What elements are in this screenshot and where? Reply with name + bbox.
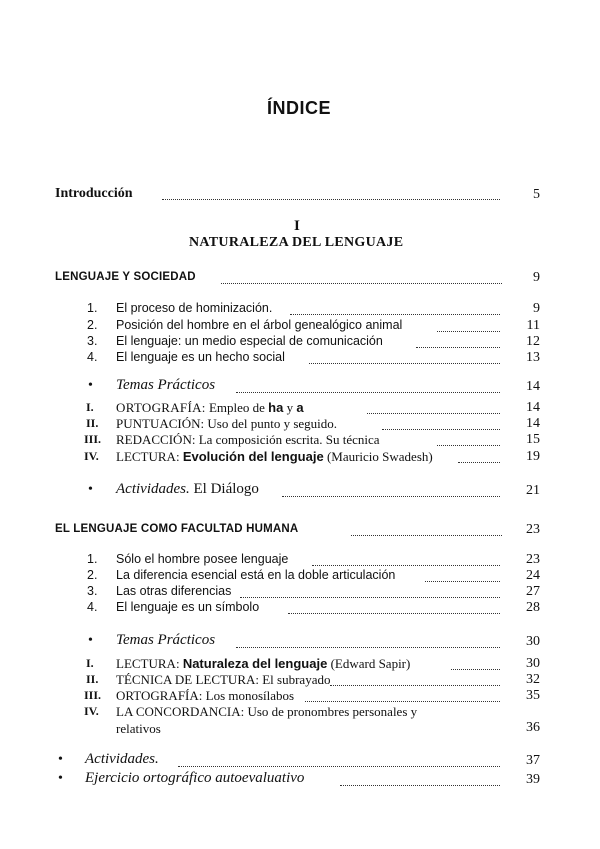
item-number: 4. xyxy=(87,600,98,614)
part1-page: 9 xyxy=(533,270,540,285)
leader-dots xyxy=(340,785,500,786)
practico-text: ORTOGRAFÍA: Los monosílabos xyxy=(116,688,295,703)
item-page: 13 xyxy=(526,350,540,365)
part2-page: 23 xyxy=(526,522,540,537)
item-text: Posición del hombre en el árbol genealógico animal xyxy=(116,318,403,332)
temas-page: 14 xyxy=(526,379,540,394)
leader-dots xyxy=(178,766,500,767)
leader-dots xyxy=(162,199,500,200)
practico-text: PUNTUACIÓN: Uso del punto y seguido. xyxy=(116,416,338,431)
temas-page: 30 xyxy=(526,634,540,649)
bullet: • xyxy=(58,752,63,767)
part1-heading: LENGUAJE Y SOCIEDAD xyxy=(55,271,196,283)
item-text: El lenguaje es un símbolo xyxy=(116,600,260,614)
item-page: 12 xyxy=(526,334,540,349)
practico-text: ORTOGRAFÍA: Empleo de ha y a xyxy=(116,400,304,415)
intro-label: Introducción xyxy=(55,186,133,201)
roman-numeral: IV. xyxy=(84,704,99,718)
practico-page: 14 xyxy=(526,400,540,415)
bullet: • xyxy=(88,633,93,648)
leader-dots xyxy=(290,314,500,315)
leader-dots xyxy=(367,413,500,414)
practico-page: 35 xyxy=(526,688,540,703)
item-number: 1. xyxy=(87,552,98,566)
item-page: 9 xyxy=(533,301,540,316)
item-page: 24 xyxy=(526,568,540,583)
temas-label: Temas Prácticos xyxy=(116,632,216,648)
item-text: El proceso de hominización. xyxy=(116,301,273,315)
leader-dots xyxy=(351,535,502,536)
item-number: 3. xyxy=(87,334,98,348)
leader-dots xyxy=(330,685,500,686)
ejercicio-page: 39 xyxy=(526,772,540,787)
leader-dots xyxy=(240,597,500,598)
temas-label: Temas Prácticos xyxy=(116,377,216,393)
section-number: I xyxy=(294,218,300,234)
item-page: 28 xyxy=(526,600,540,615)
actividades-page: 37 xyxy=(526,753,540,768)
actividades-page: 21 xyxy=(526,483,540,498)
practico-text-cont: relativos xyxy=(116,721,161,736)
section-title: NATURALEZA DEL LENGUAJE xyxy=(189,235,404,250)
practico-text: LA CONCORDANCIA: Uso de pronombres personales y xyxy=(116,704,418,719)
practico-page: 14 xyxy=(526,416,540,431)
leader-dots xyxy=(305,701,500,702)
practico-text: REDACCIÓN: La composición escrita. Su técnica xyxy=(116,432,380,447)
item-page: 11 xyxy=(526,318,540,333)
leader-dots xyxy=(437,331,500,332)
leader-dots xyxy=(312,565,500,566)
roman-numeral: I. xyxy=(86,656,94,670)
item-page: 27 xyxy=(526,584,540,599)
page-title: ÍNDICE xyxy=(267,98,332,118)
ejercicio-label: Ejercicio ortográfico autoevaluativo xyxy=(85,770,305,786)
roman-numeral: II. xyxy=(86,416,99,430)
leader-dots xyxy=(416,347,500,348)
actividades-label: Actividades. El Diálogo xyxy=(116,481,259,497)
practico-page: 15 xyxy=(526,432,540,447)
leader-dots xyxy=(282,496,500,497)
item-number: 2. xyxy=(87,568,98,582)
leader-dots xyxy=(236,392,500,393)
leader-dots xyxy=(288,613,500,614)
roman-numeral: II. xyxy=(86,672,99,686)
intro-page: 5 xyxy=(533,187,540,202)
part2-heading: EL LENGUAJE COMO FACULTAD HUMANA xyxy=(55,523,299,535)
bullet: • xyxy=(88,482,93,497)
item-number: 3. xyxy=(87,584,98,598)
practico-text: LECTURA: Evolución del lenguaje (Mauricio Swadesh) xyxy=(116,449,433,464)
roman-numeral: III. xyxy=(84,432,102,446)
item-number: 1. xyxy=(87,301,98,315)
practico-page: 19 xyxy=(526,449,540,464)
roman-numeral: I. xyxy=(86,400,94,414)
bullet: • xyxy=(58,771,63,786)
actividades-label: Actividades. xyxy=(85,751,159,767)
leader-dots xyxy=(382,429,500,430)
practico-text: TÉCNICA DE LECTURA: El subrayado xyxy=(116,672,331,687)
item-text: Las otras diferencias xyxy=(116,584,232,598)
leader-dots xyxy=(236,647,500,648)
leader-dots xyxy=(309,363,500,364)
roman-numeral: III. xyxy=(84,688,102,702)
bullet: • xyxy=(88,378,93,393)
item-text: Sólo el hombre posee lenguaje xyxy=(116,552,289,566)
practico-page: 36 xyxy=(526,720,540,735)
item-text: La diferencia esencial está en la doble articulación xyxy=(116,568,396,582)
practico-page: 30 xyxy=(526,656,540,671)
item-page: 23 xyxy=(526,552,540,567)
item-text: El lenguaje: un medio especial de comunicación xyxy=(116,334,383,348)
item-number: 2. xyxy=(87,318,98,332)
practico-page: 32 xyxy=(526,672,540,687)
leader-dots xyxy=(437,445,500,446)
leader-dots xyxy=(458,462,500,463)
item-number: 4. xyxy=(87,350,98,364)
item-text: El lenguaje es un hecho social xyxy=(116,350,285,364)
leader-dots xyxy=(425,581,500,582)
leader-dots xyxy=(221,283,502,284)
leader-dots xyxy=(451,669,500,670)
practico-text: LECTURA: Naturaleza del lenguaje (Edward Sapir) xyxy=(116,656,411,671)
roman-numeral: IV. xyxy=(84,449,99,463)
